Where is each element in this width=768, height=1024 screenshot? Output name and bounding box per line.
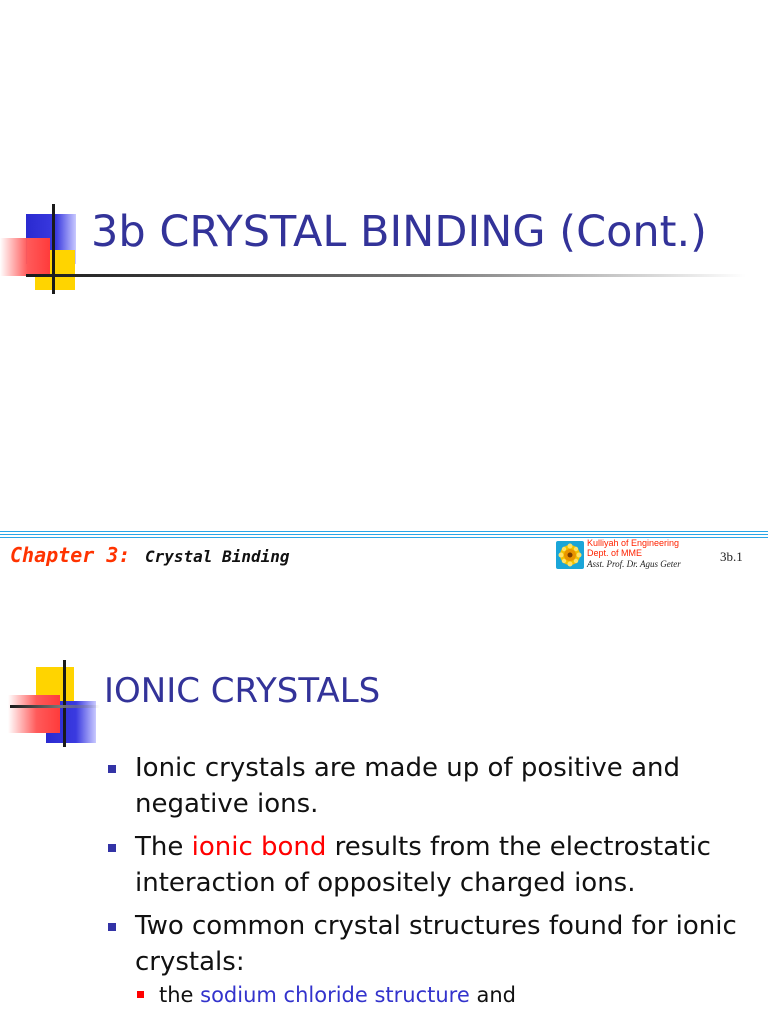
- institution-line-2: Dept. of MME: [587, 548, 643, 558]
- ionic-bond-highlight: ionic bond: [191, 832, 327, 862]
- bullet-item: The ionic bond results from the electrostatic interaction of oppositely charged ions.: [108, 829, 748, 901]
- chapter-name: Crystal Binding: [145, 547, 290, 566]
- institution-line-1: Kulliyah of Engineering: [587, 538, 680, 548]
- slide-title: IONIC CRYSTALS: [104, 671, 381, 711]
- slide-title: 3b CRYSTAL BINDING (Cont.): [91, 207, 707, 257]
- sub-bullet-list: [135, 980, 748, 1010]
- corner-decoration: [0, 655, 110, 785]
- institution-text: [587, 538, 679, 558]
- bullet-item: Two common crystal structures found for ionic crystals: the sodium chloride structure and: [108, 908, 748, 1010]
- sodium-chloride-highlight: sodium chloride structure: [200, 983, 470, 1007]
- bullet-item: Ionic crystals are made up of positive and negative ions.: [108, 750, 748, 822]
- bullet-list: [108, 750, 748, 1017]
- ionic-crystals-slide: [0, 625, 768, 1024]
- university-logo-icon: [556, 541, 584, 569]
- professor-name: Asst. Prof. Dr. Agus Geter: [587, 559, 681, 569]
- sub-bullet-item: the sodium chloride structure and: [135, 980, 748, 1010]
- chapter-label: Chapter 3:: [10, 543, 131, 567]
- slide-number: 3b.1: [720, 549, 743, 564]
- slide-footer: [0, 540, 768, 574]
